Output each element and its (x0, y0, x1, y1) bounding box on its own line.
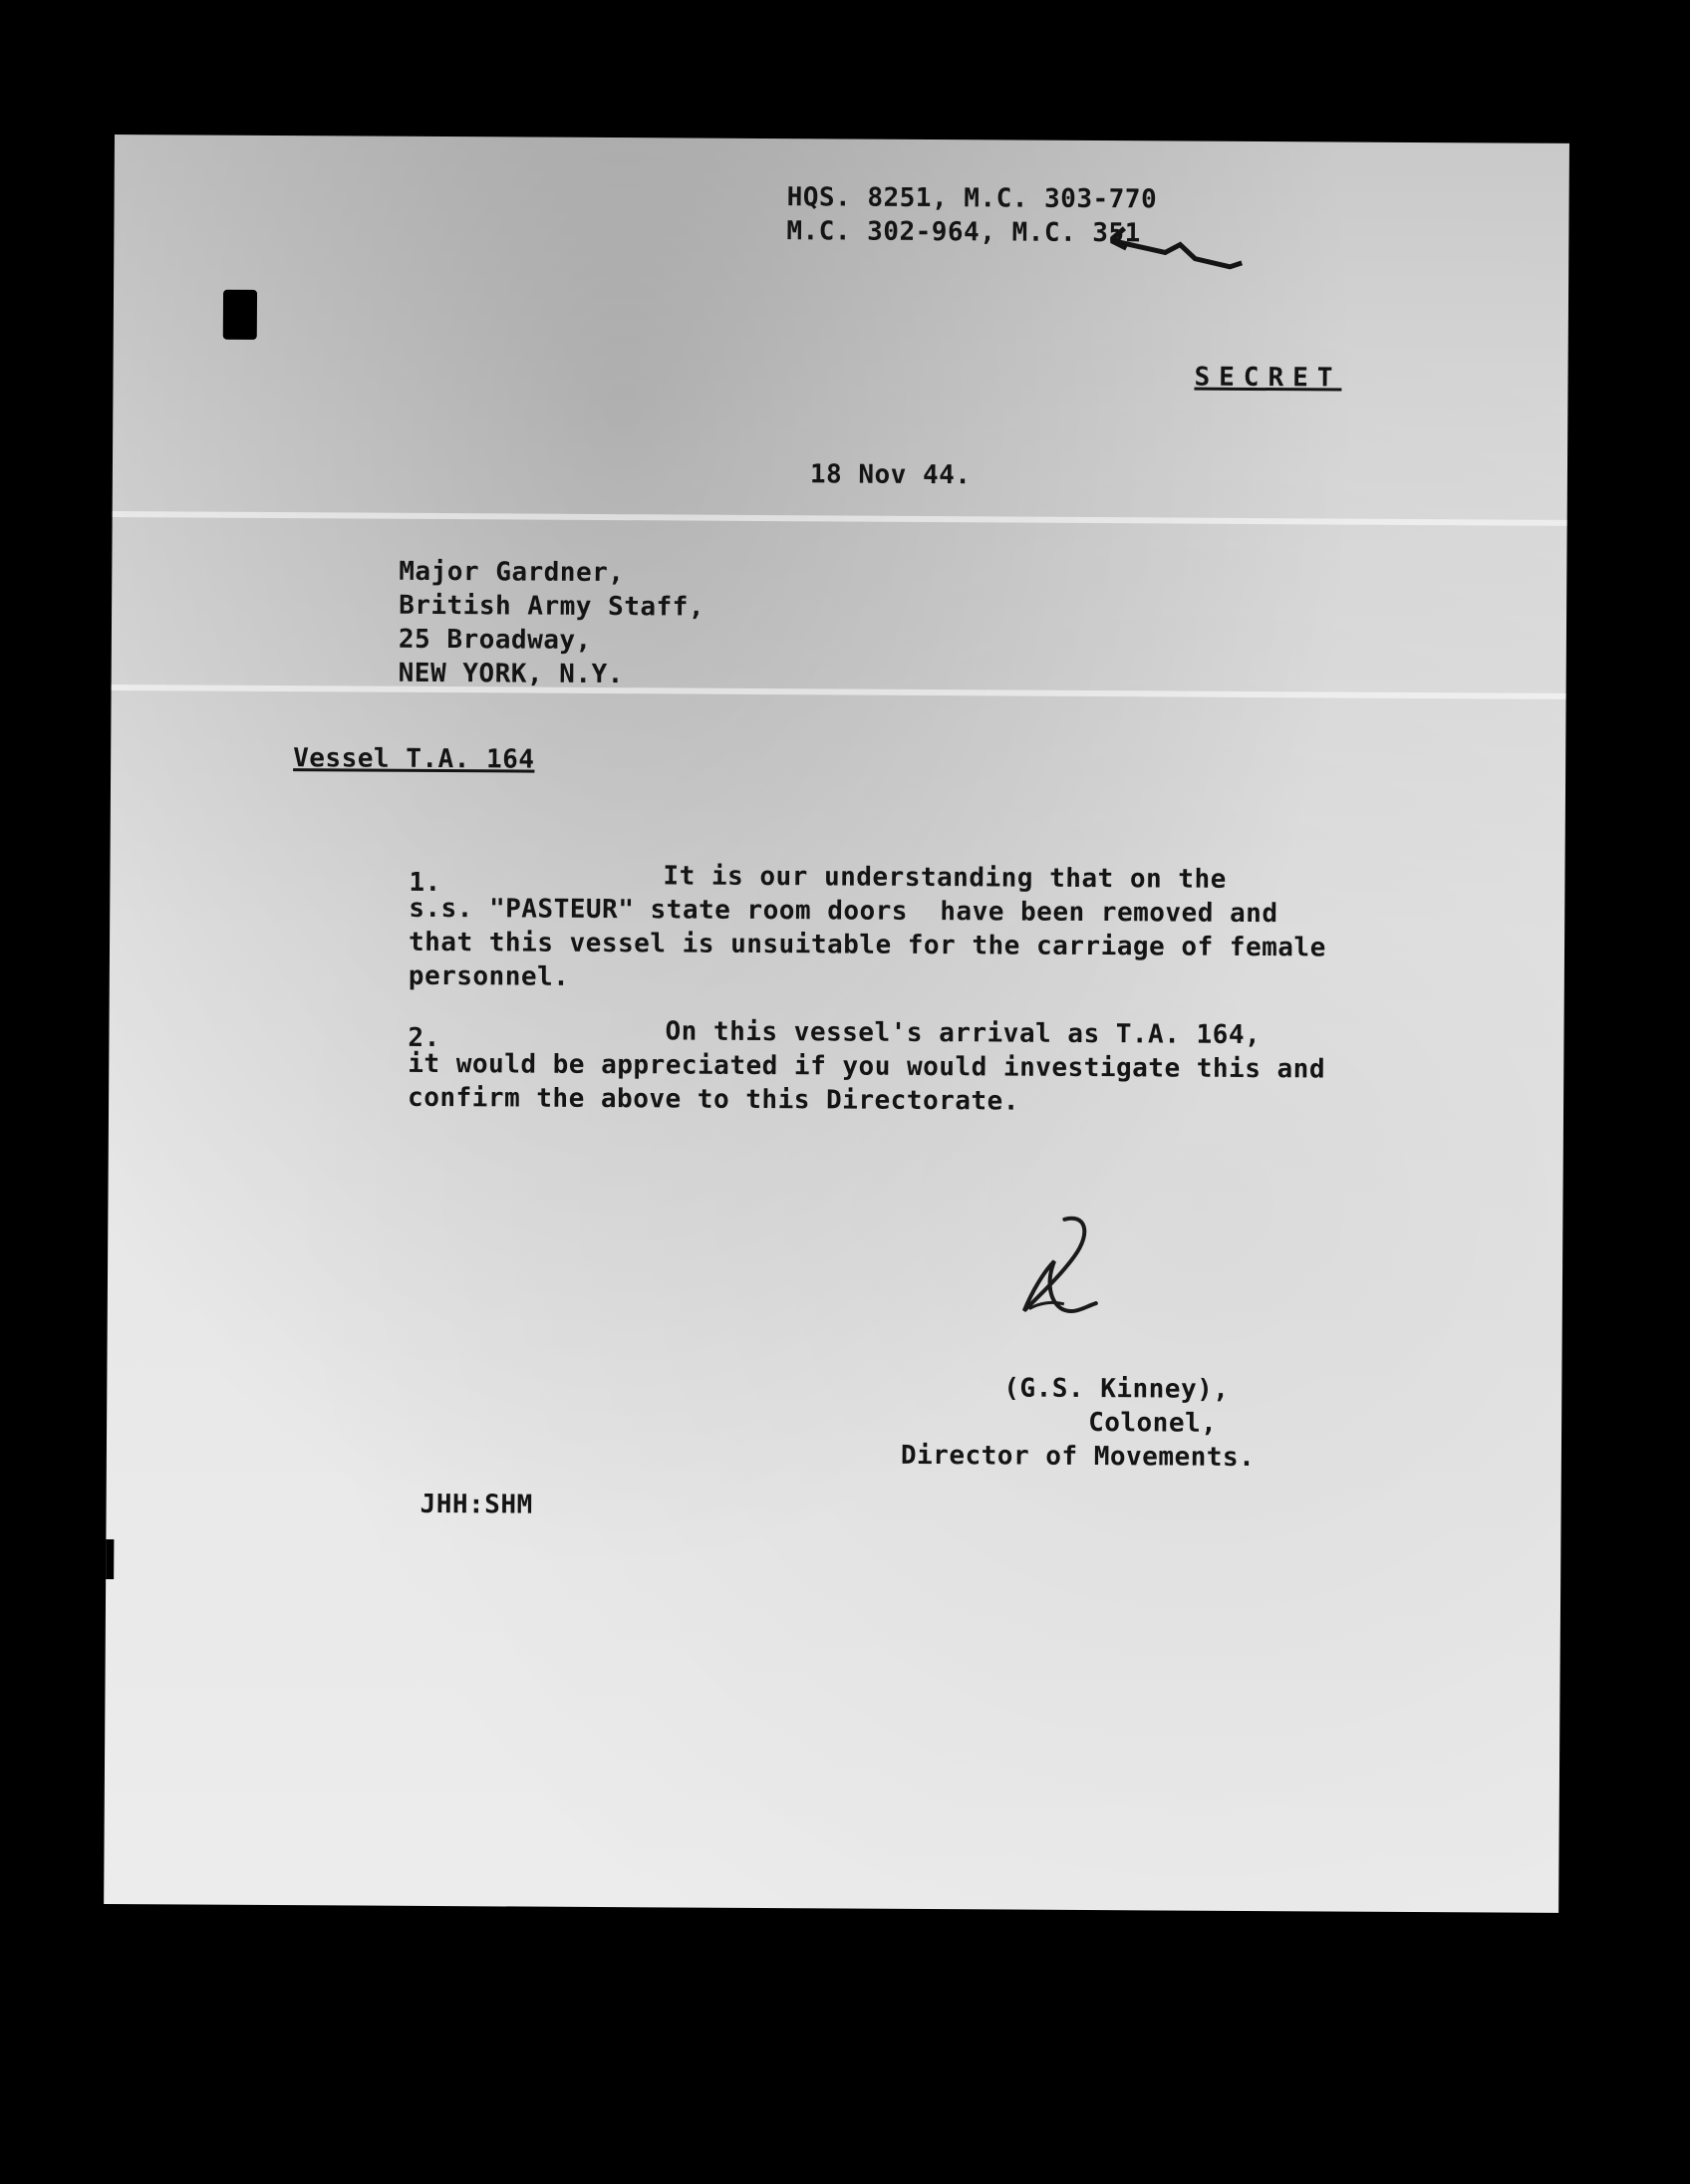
paragraph-line: On this vessel's arrival as T.A. 164, (665, 1016, 1262, 1051)
signatory-name: (G.S. Kinney), (1003, 1373, 1230, 1405)
document-date: 18 Nov 44. (809, 459, 972, 491)
subject-line: Vessel T.A. 164 (293, 743, 535, 775)
signatory-title: Director of Movements. (900, 1440, 1256, 1474)
signatory-rank: Colonel, (1088, 1407, 1218, 1439)
fold-line (112, 684, 1566, 699)
paragraph-line: personnel. (408, 960, 570, 992)
addressee-line: Major Gardner, (399, 556, 625, 589)
paragraph-number: 2. (408, 1022, 440, 1054)
arrow-mark-icon (1110, 222, 1250, 283)
reference-line-1: HQS. 8251, M.C. 303-770 (786, 182, 1158, 215)
paragraph-number: 1. (409, 867, 441, 899)
addressee-line: British Army Staff, (399, 590, 705, 623)
document-page (104, 135, 1569, 1913)
typist-initials: JHH:SHM (420, 1489, 533, 1520)
reference-line-2: M.C. 302-964, M.C. 351 (786, 216, 1141, 249)
fold-line (113, 511, 1567, 526)
paragraph-line: that this vessel is unsuitable for the carriage of female (408, 927, 1326, 963)
addressee-line: NEW YORK, N.Y. (398, 658, 624, 690)
handwritten-signature (1004, 1211, 1115, 1331)
classification-marking: SECRET (1194, 362, 1342, 394)
paragraph-line: It is our understanding that on the (663, 861, 1227, 895)
punch-hole (223, 290, 257, 340)
addressee-line: 25 Broadway, (398, 624, 592, 656)
edge-mark (106, 1539, 114, 1579)
paragraph-line: s.s. "PASTEUR" state room doors have been removed and (409, 893, 1278, 930)
paragraph-line: confirm the above to this Directorate. (408, 1082, 1020, 1117)
paragraph-line: it would be appreciated if you would investigate this and (408, 1048, 1326, 1085)
